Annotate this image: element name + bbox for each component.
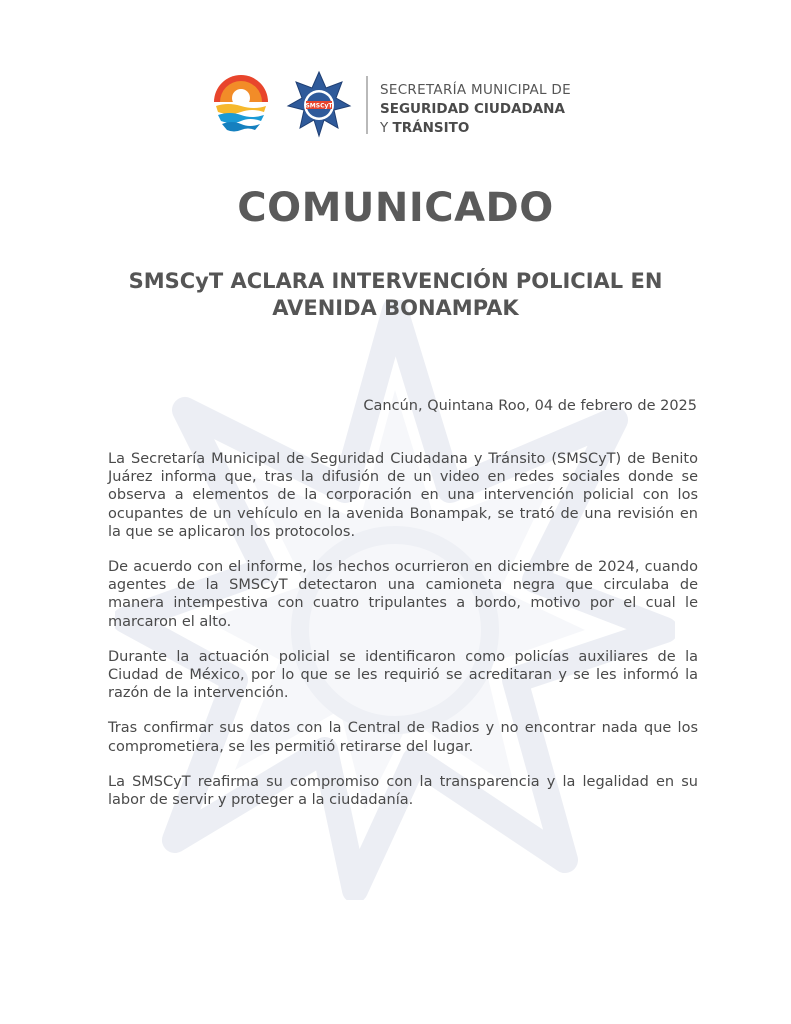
police-star-badge-icon xyxy=(286,70,352,138)
header xyxy=(208,70,608,140)
paragraph: La Secretaría Municipal de Seguridad Ciudadana y Tránsito (SMSCyT) de Benito Juárez informa que, tras la difusión de un video en redes sociales donde se observa a elementos de la corporación en una intervención policial con los ocupantes de un vehículo en la avenida Bonampak, se trató de una revisión en la que se aplicaron los protocolos. xyxy=(108,451,698,540)
org-line-2: SEGURIDAD CIUDADANA xyxy=(380,101,565,117)
paragraph: Durante la actuación policial se identificaron como policías auxiliares de la Ciudad de México, por lo que se les requirió se acreditaran y se les informó la razón de la intervención. xyxy=(108,648,698,702)
paragraph: La SMSCyT reafirma su compromiso con la transparencia y la legalidad en su labor de servir y proteger a la ciudadanía. xyxy=(108,773,698,809)
badge-text: SMSCyT xyxy=(305,102,333,110)
org-line-3-bold: TRÁNSITO xyxy=(392,120,470,136)
document-subtitle: SMSCyT ACLARA INTERVENCIÓN POLICIAL EN AVENIDA BONAMPAK xyxy=(128,269,663,320)
org-line-1: SECRETARÍA MUNICIPAL DE xyxy=(380,82,571,98)
document-body xyxy=(108,450,698,826)
org-line-3-prefix: Y xyxy=(380,120,393,136)
paragraph: Tras confirmar sus datos con la Central de Radios y no encontrar nada que los comprometiera, se les permitió retirarse del lugar. xyxy=(108,720,698,755)
cancun-sun-logo-icon xyxy=(208,72,274,136)
header-divider xyxy=(366,76,368,134)
paragraph: De acuerdo con el informe, los hechos ocurrieron en diciembre de 2024, cuando agentes de la SMSCyT detectaron una camioneta negra que circulaba de manera intempestiva con cuatro tripulantes a bordo, motivo por el cual le marcaron el alto. xyxy=(108,559,698,630)
dateline: Cancún, Quintana Roo, 04 de febrero de 2025 xyxy=(363,398,697,414)
document-title: COMUNICADO xyxy=(237,185,554,231)
org-line-3 xyxy=(380,119,571,138)
organization-name xyxy=(380,81,571,138)
